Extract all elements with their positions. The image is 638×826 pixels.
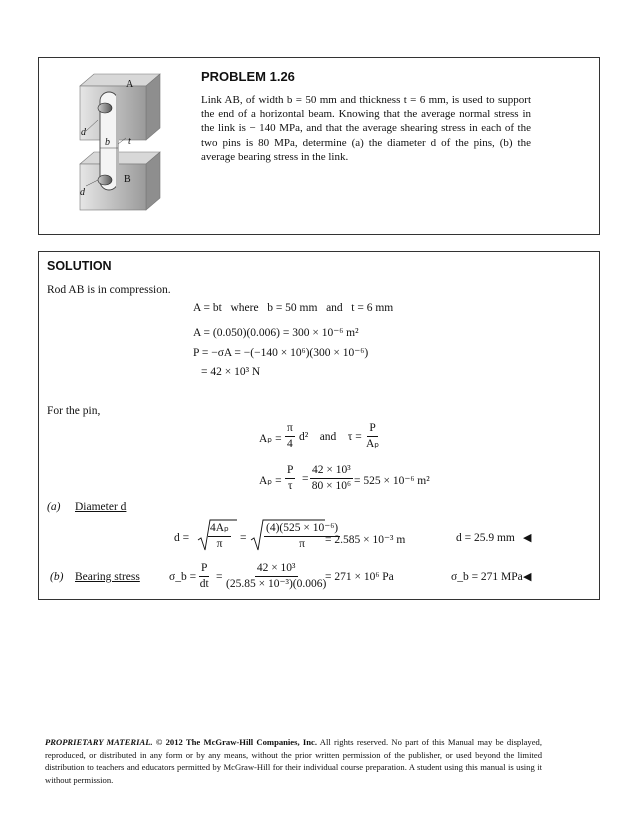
solution-heading: SOLUTION bbox=[47, 259, 112, 273]
figure-label-d-bottom: d bbox=[80, 187, 85, 198]
equals-sign: = bbox=[302, 473, 309, 485]
bearing-result: = 271 × 10⁶ Pa bbox=[325, 571, 394, 583]
diameter-lhs: d = bbox=[174, 532, 190, 544]
problem-statement bbox=[201, 93, 531, 164]
problem-line: the link is − 140 MPa, and that the average shearing stress in each of the bbox=[201, 122, 531, 135]
fraction-denominator: 4 bbox=[287, 438, 293, 450]
footer-text: All rights reserved. No part of this Manual may be displayed, reproduced, or distributed in any form or by any means, without the prior written permission of the publisher, or used beyond the limited distribution to teachers and educators permitted by McGraw-Hill for their individual course preparation. A student using this manual is using it without permission. bbox=[45, 737, 542, 785]
problem-title: PROBLEM 1.26 bbox=[201, 69, 295, 84]
part-a-label: (a) bbox=[47, 501, 61, 513]
p-over-tau-fraction bbox=[285, 464, 295, 493]
equation-area: A = bt where b = 50 mm and t = 6 mm bbox=[193, 302, 394, 314]
answer-marker-b: ◀ bbox=[523, 571, 532, 583]
fraction-numerator: π bbox=[285, 422, 295, 437]
numeric-fraction bbox=[310, 464, 353, 493]
problem-line: two pins is 80 MPa, determine (a) the diameter d of the pins, (b) the bbox=[201, 136, 531, 149]
fraction-denominator: π bbox=[216, 538, 223, 550]
part-b-title: Bearing stress bbox=[75, 571, 140, 583]
bearing-lhs: σ_b = bbox=[169, 571, 197, 583]
equals-sign: = bbox=[216, 571, 223, 583]
footer-copyright: © 2012 The McGraw-Hill Companies, Inc. bbox=[155, 737, 317, 747]
equation-force-value: = 42 × 10³ N bbox=[201, 366, 261, 378]
p-over-dt-fraction bbox=[199, 562, 209, 591]
pin-intro: For the pin, bbox=[47, 405, 101, 417]
sqrt-fraction-1 bbox=[208, 522, 231, 551]
equals-sign: = bbox=[240, 532, 247, 544]
fraction-denominator: Aₚ bbox=[366, 438, 380, 450]
fraction-numerator: 42 × 10³ bbox=[255, 562, 298, 577]
figure-label-t: t bbox=[128, 136, 131, 147]
p-over-ap-fraction bbox=[366, 422, 379, 451]
figure-label-bb: B bbox=[124, 174, 131, 185]
solution-intro: Rod AB is in compression. bbox=[47, 284, 171, 296]
fraction-numerator: (4)(525 × 10⁻⁶) bbox=[264, 522, 340, 537]
problem-line: Link AB, of width b = 50 mm and thickness t = 6 mm, is used to support bbox=[201, 94, 531, 106]
pi-over-4-fraction bbox=[285, 422, 295, 451]
fraction-denominator: π bbox=[299, 538, 305, 550]
link-figure bbox=[72, 68, 192, 220]
fraction-numerator: P bbox=[199, 562, 209, 577]
figure-label-b: b bbox=[105, 137, 110, 148]
fraction-denominator: dt bbox=[199, 578, 209, 590]
part-b-label: (b) bbox=[50, 571, 64, 583]
fraction-numerator: 4Aₚ bbox=[208, 522, 231, 537]
part-a-title: Diameter d bbox=[75, 501, 127, 513]
fraction-denominator: (25.85 × 10⁻³)(0.006) bbox=[226, 578, 327, 590]
equation-area-value: A = (0.050)(0.006) = 300 × 10⁻⁶ m² bbox=[193, 327, 359, 339]
footer-label: PROPRIETARY MATERIAL. bbox=[45, 737, 153, 747]
fraction-denominator: 80 × 10⁶ bbox=[311, 480, 351, 492]
diameter-result: = 2.585 × 10⁻³ m bbox=[325, 534, 406, 546]
pin-area-result: = 525 × 10⁻⁶ m² bbox=[354, 475, 430, 487]
problem-line: average bearing stress in the link. bbox=[201, 150, 349, 163]
answer-bearing-stress: σ_b = 271 MPa bbox=[451, 571, 523, 583]
fraction-numerator: 42 × 10³ bbox=[310, 464, 353, 479]
fraction-numerator: P bbox=[285, 464, 295, 479]
proprietary-footer bbox=[45, 736, 542, 786]
pin-area-lhs: Aₚ = bbox=[259, 433, 282, 445]
pin-area-lhs-2: Aₚ = bbox=[259, 475, 282, 487]
pin-eq-middle: d² and τ = bbox=[299, 431, 362, 443]
fraction-denominator: τ bbox=[287, 480, 293, 492]
equation-force: P = −σA = −(−140 × 10⁶)(300 × 10⁻⁶) bbox=[193, 347, 369, 359]
answer-marker-a: ◀ bbox=[523, 532, 532, 544]
bearing-numeric-fraction bbox=[226, 562, 326, 591]
fraction-numerator: P bbox=[367, 422, 377, 437]
figure-label-a: A bbox=[126, 79, 134, 90]
figure-label-d-top: d bbox=[81, 127, 86, 138]
answer-diameter: d = 25.9 mm bbox=[456, 532, 515, 544]
problem-line: the end of a horizontal beam. Knowing that the average normal stress in bbox=[201, 108, 531, 121]
